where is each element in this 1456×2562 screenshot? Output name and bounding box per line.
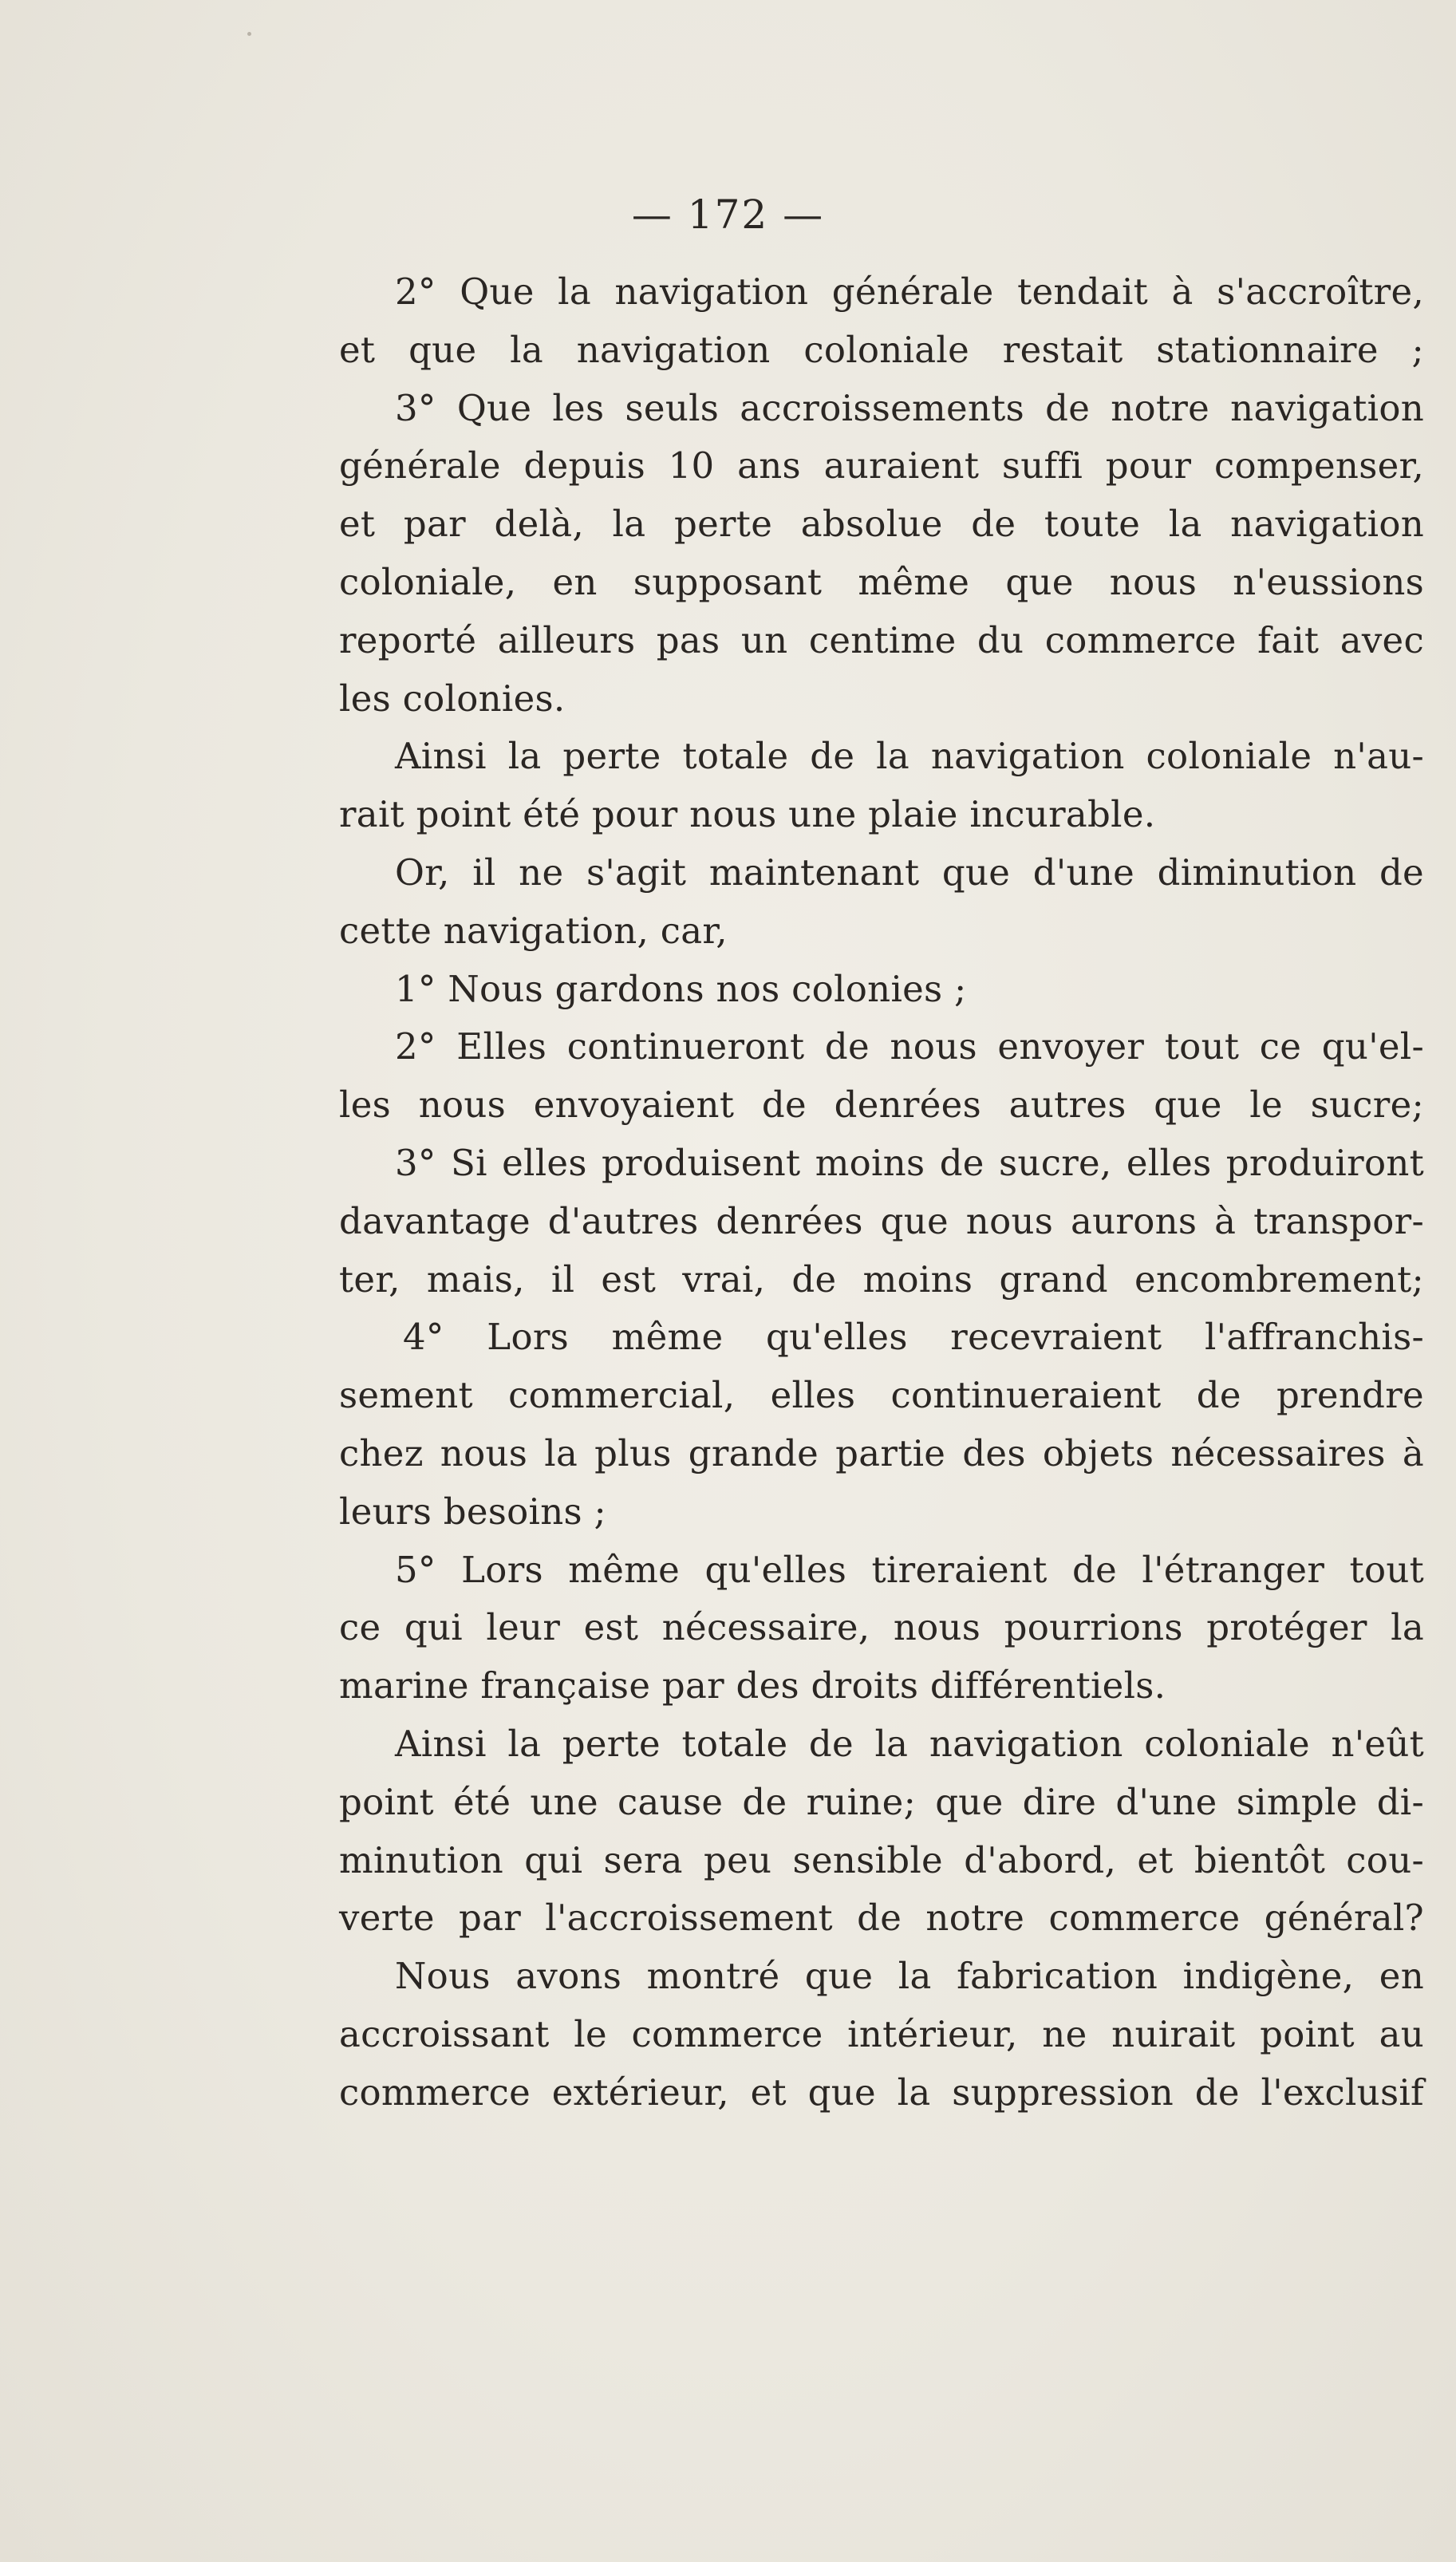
text-line: sement commercial, elles continueraient de prendre	[339, 1374, 1424, 1417]
text-line: marine française par des droits différentiels.	[339, 1664, 1166, 1707]
text-line: davantage d'autres denrées que nous aurons à transpor-	[339, 1199, 1424, 1242]
text-line: 4° Lors même qu'elles recevraient l'affranchis-	[403, 1316, 1424, 1359]
text-line: 3° Si elles produisent moins de sucre, elles produiront	[395, 1141, 1424, 1184]
text-line: rait point été pour nous une plaie incurable.	[339, 793, 1156, 836]
text-line: 1° Nous gardons nos colonies ;	[395, 967, 967, 1010]
text-line: accroissant le commerce intérieur, ne nuirait point au	[339, 2012, 1424, 2055]
body-text	[339, 263, 1424, 2122]
text-line: ce qui leur est nécessaire, nous pourrions protéger la	[339, 1606, 1424, 1649]
text-line: leurs besoins ;	[339, 1490, 606, 1533]
text-line: les colonies.	[339, 677, 566, 720]
text-line: Ainsi la perte totale de la navigation coloniale n'eût	[395, 1722, 1424, 1765]
text-line: les nous envoyaient de denrées autres que le sucre;	[339, 1084, 1424, 1127]
text-line: 2° Elles continueront de nous envoyer tout ce qu'el-	[395, 1025, 1424, 1068]
text-line: cette navigation, car,	[339, 909, 728, 952]
text-line: coloniale, en supposant même que nous n'eussions	[339, 560, 1424, 603]
text-line: et que la navigation coloniale restait stationnaire ;	[339, 328, 1424, 371]
text-line: point été une cause de ruine; que dire d'une simple di-	[339, 1780, 1424, 1823]
text-line: 2° Que la navigation générale tendait à s'accroître,	[395, 270, 1424, 313]
text-line: reporté ailleurs pas un centime du commerce fait avec	[339, 618, 1424, 661]
page-number: — 172 —	[631, 191, 825, 238]
text-line: ter, mais, il est vrai, de moins grand encombrement;	[339, 1257, 1424, 1301]
text-line: et par delà, la perte absolue de toute la navigation	[339, 503, 1424, 546]
text-line: générale depuis 10 ans auraient suffi pour compenser,	[339, 444, 1424, 488]
text-line: 3° Que les seuls accroissements de notre navigation	[395, 386, 1424, 429]
text-line: commerce extérieur, et que la suppression de l'exclusif	[339, 2071, 1424, 2114]
text-line: minution qui sera peu sensible d'abord, et bientôt cou-	[339, 1838, 1424, 1881]
text-line: verte par l'accroissement de notre commerce général?	[339, 1897, 1424, 1940]
text-line: Nous avons montré que la fabrication indigène, en	[395, 1955, 1424, 1998]
paper-speck	[247, 32, 251, 36]
text-line: Ainsi la perte totale de la navigation coloniale n'au-	[395, 735, 1424, 778]
text-line: Or, il ne s'agit maintenant que d'une diminution de	[395, 851, 1424, 894]
text-line: 5° Lors même qu'elles tireraient de l'étranger tout	[395, 1548, 1424, 1591]
text-line: chez nous la plus grande partie des objets nécessaires à	[339, 1431, 1424, 1474]
